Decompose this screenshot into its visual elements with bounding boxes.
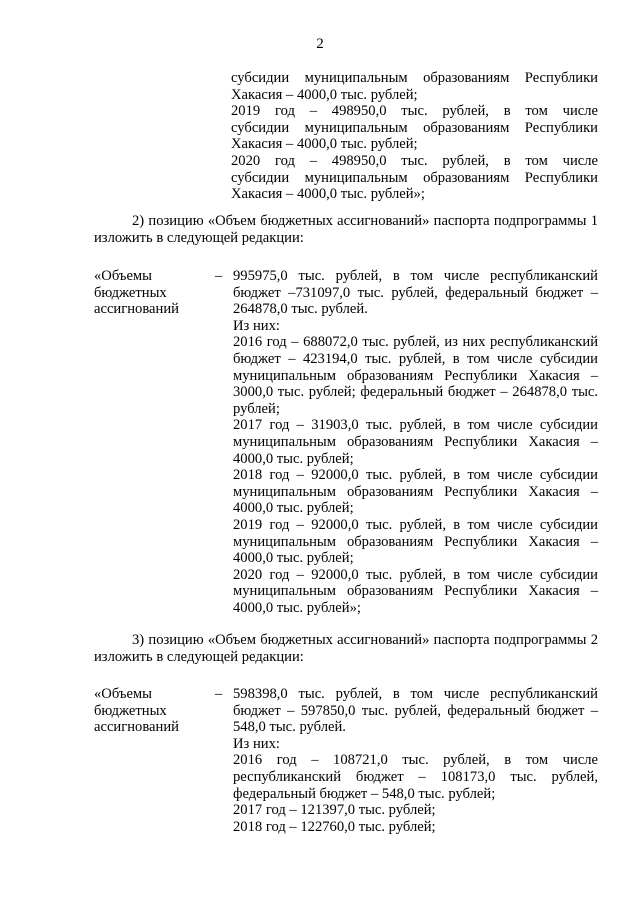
section1-body: [233, 268, 598, 616]
text-line: республиканский бюджет – 108173,0 тыс. рублей,: [233, 768, 598, 785]
text-line: 2016 год – 688072,0 тыс. рублей, из них республиканский: [233, 334, 598, 351]
section2-dash: –: [215, 686, 223, 702]
text-line: рублей;: [233, 400, 280, 417]
text-line: 2017 год – 121397,0 тыс. рублей;: [233, 802, 436, 819]
text-line: 2019 год – 498950,0 тыс. рублей, в том числе: [231, 103, 598, 120]
text-line: 598398,0 тыс. рублей, в том числе республиканский: [233, 686, 598, 702]
text-line: муниципальным образованиям Республики Хакасия –: [233, 367, 598, 384]
label-line: бюджетных: [94, 702, 167, 719]
text-line: 3000,0 тыс. рублей; федеральный бюджет – 264878,0 тыс.: [233, 384, 598, 401]
label-line: «Объемы: [94, 686, 152, 702]
paragraph-3: 3) позицию «Объем бюджетных ассигнований» паспорта подпрограммы 2 изложить в следующей редакции:: [94, 632, 598, 665]
text-line: 4000,0 тыс. рублей;: [233, 550, 354, 567]
section1-dash: –: [215, 268, 223, 284]
text-line: муниципальным образованиям Республики Хакасия –: [233, 433, 598, 450]
text-line: муниципальным образованиям Республики Хакасия –: [233, 583, 598, 600]
text-line: субсидии муниципальным образованиям Республики: [231, 169, 598, 186]
text-line: 2018 год – 92000,0 тыс. рублей, в том числе субсидии: [233, 467, 598, 484]
section1-label: [94, 268, 179, 318]
page-number: 2: [316, 36, 324, 52]
section2-label: [94, 686, 179, 736]
text-line: бюджет –731097,0 тыс. рублей, федеральный бюджет –: [233, 284, 598, 301]
text-line: бюджет – 423194,0 тыс. рублей, в том числе субсидии: [233, 350, 598, 367]
text-line: субсидии муниципальным образованиям Республики: [231, 119, 598, 136]
text-line: 548,0 тыс. рублей.: [233, 719, 346, 736]
label-line: ассигнований: [94, 719, 179, 736]
text-line: 2018 год – 122760,0 тыс. рублей;: [233, 818, 436, 835]
text-line: 2019 год – 92000,0 тыс. рублей, в том числе субсидии: [233, 516, 598, 533]
label-line: бюджетных: [94, 284, 167, 301]
label-line: ассигнований: [94, 301, 179, 318]
text-line: 4000,0 тыс. рублей;: [233, 450, 354, 467]
text-line: 264878,0 тыс. рублей.: [233, 301, 368, 318]
text-line: 2020 год – 498950,0 тыс. рублей, в том числе: [231, 152, 598, 169]
text-line: 2017 год – 31903,0 тыс. рублей, в том числе субсидии: [233, 417, 598, 434]
text-line: федеральный бюджет – 548,0 тыс. рублей;: [233, 785, 496, 802]
text-line: 4000,0 тыс. рублей;: [233, 500, 354, 517]
text-line: Из них:: [233, 317, 280, 334]
text-line: муниципальным образованиям Республики Хакасия –: [233, 483, 598, 500]
text-line: Из них:: [233, 735, 280, 752]
text-line: Хакасия – 4000,0 тыс. рублей;: [231, 86, 418, 103]
text-line: бюджет – 597850,0 тыс. рублей, федеральный бюджет –: [233, 702, 598, 719]
text-line: муниципальным образованиям Республики Хакасия –: [233, 533, 598, 550]
paragraph-2: 2) позицию «Объем бюджетных ассигнований» паспорта подпрограммы 1 изложить в следующей редакции:: [94, 213, 598, 246]
text-line: Хакасия – 4000,0 тыс. рублей»;: [231, 186, 425, 203]
text-line: 2020 год – 92000,0 тыс. рублей, в том числе субсидии: [233, 566, 598, 583]
text-line: Хакасия – 4000,0 тыс. рублей;: [231, 136, 418, 153]
text-line: субсидии муниципальным образованиям Республики: [231, 70, 598, 86]
label-line: «Объемы: [94, 268, 152, 284]
text-line: 2016 год – 108721,0 тыс. рублей, в том числе: [233, 752, 598, 769]
text-line: 4000,0 тыс. рублей»;: [233, 599, 361, 616]
text-line: 995975,0 тыс. рублей, в том числе республиканский: [233, 268, 598, 284]
section2-body: [233, 686, 598, 835]
top-continuation: [231, 70, 598, 203]
